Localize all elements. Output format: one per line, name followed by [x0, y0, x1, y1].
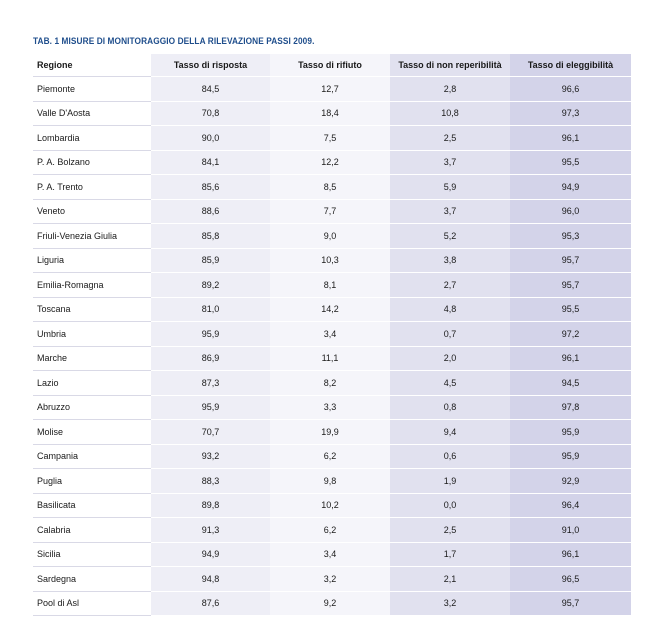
- cell-tasso-rifiuto: 7,7: [270, 199, 390, 224]
- cell-tasso-risposta: 84,5: [151, 77, 270, 102]
- cell-regione: Sicilia: [33, 542, 151, 567]
- cell-tasso-risposta: 85,9: [151, 248, 270, 273]
- table-row: [33, 101, 631, 126]
- cell-tasso-risposta: 94,9: [151, 542, 270, 567]
- cell-tasso-risposta: 93,2: [151, 444, 270, 469]
- cell-tasso-non-reperibilita: 4,8: [390, 297, 510, 322]
- cell-tasso-eleggibilita: 96,0: [510, 199, 631, 224]
- cell-tasso-eleggibilita: 95,5: [510, 297, 631, 322]
- monitoring-table: [33, 54, 631, 616]
- table-row: [33, 469, 631, 494]
- table-row: [33, 420, 631, 445]
- table-container: [33, 36, 631, 616]
- table-row: [33, 567, 631, 592]
- cell-tasso-non-reperibilita: 0,0: [390, 493, 510, 518]
- cell-tasso-risposta: 91,3: [151, 518, 270, 543]
- cell-tasso-non-reperibilita: 2,0: [390, 346, 510, 371]
- cell-regione: Friuli-Venezia Giulia: [33, 224, 151, 249]
- table-row: [33, 175, 631, 200]
- cell-regione: Toscana: [33, 297, 151, 322]
- cell-regione: Lazio: [33, 371, 151, 396]
- cell-tasso-rifiuto: 3,4: [270, 322, 390, 347]
- cell-tasso-non-reperibilita: 1,9: [390, 469, 510, 494]
- table-row: [33, 224, 631, 249]
- cell-tasso-rifiuto: 8,2: [270, 371, 390, 396]
- table-row: [33, 395, 631, 420]
- cell-tasso-non-reperibilita: 3,7: [390, 199, 510, 224]
- cell-regione: Emilia-Romagna: [33, 273, 151, 298]
- cell-tasso-eleggibilita: 95,7: [510, 591, 631, 616]
- cell-regione: Molise: [33, 420, 151, 445]
- cell-tasso-eleggibilita: 92,9: [510, 469, 631, 494]
- cell-tasso-eleggibilita: 96,1: [510, 126, 631, 151]
- cell-tasso-eleggibilita: 96,1: [510, 346, 631, 371]
- cell-tasso-eleggibilita: 96,5: [510, 567, 631, 592]
- header-tasso-non-reperibilita: Tasso di non reperibilità: [390, 54, 510, 77]
- cell-tasso-eleggibilita: 95,9: [510, 444, 631, 469]
- cell-regione: Umbria: [33, 322, 151, 347]
- cell-tasso-eleggibilita: 95,3: [510, 224, 631, 249]
- cell-regione: Basilicata: [33, 493, 151, 518]
- header-tasso-risposta: Tasso di risposta: [151, 54, 270, 77]
- cell-regione: Calabria: [33, 518, 151, 543]
- cell-tasso-rifiuto: 12,7: [270, 77, 390, 102]
- cell-tasso-eleggibilita: 96,6: [510, 77, 631, 102]
- cell-tasso-eleggibilita: 94,9: [510, 175, 631, 200]
- cell-tasso-non-reperibilita: 0,8: [390, 395, 510, 420]
- cell-tasso-rifiuto: 7,5: [270, 126, 390, 151]
- cell-tasso-risposta: 88,3: [151, 469, 270, 494]
- cell-tasso-rifiuto: 8,1: [270, 273, 390, 298]
- table-row: [33, 542, 631, 567]
- cell-tasso-non-reperibilita: 1,7: [390, 542, 510, 567]
- cell-tasso-rifiuto: 6,2: [270, 444, 390, 469]
- cell-regione: Piemonte: [33, 77, 151, 102]
- cell-tasso-non-reperibilita: 3,8: [390, 248, 510, 273]
- cell-tasso-eleggibilita: 95,5: [510, 150, 631, 175]
- cell-tasso-risposta: 85,8: [151, 224, 270, 249]
- cell-tasso-non-reperibilita: 2,7: [390, 273, 510, 298]
- table-row: [33, 77, 631, 102]
- cell-tasso-non-reperibilita: 9,4: [390, 420, 510, 445]
- header-tasso-rifiuto: Tasso di rifiuto: [270, 54, 390, 77]
- cell-tasso-risposta: 70,8: [151, 101, 270, 126]
- cell-tasso-risposta: 81,0: [151, 297, 270, 322]
- cell-tasso-non-reperibilita: 5,9: [390, 175, 510, 200]
- cell-tasso-non-reperibilita: 2,1: [390, 567, 510, 592]
- cell-regione: Puglia: [33, 469, 151, 494]
- cell-tasso-risposta: 87,6: [151, 591, 270, 616]
- cell-regione: Campania: [33, 444, 151, 469]
- cell-tasso-risposta: 89,2: [151, 273, 270, 298]
- cell-tasso-rifiuto: 11,1: [270, 346, 390, 371]
- cell-tasso-rifiuto: 6,2: [270, 518, 390, 543]
- cell-tasso-rifiuto: 14,2: [270, 297, 390, 322]
- cell-tasso-eleggibilita: 96,1: [510, 542, 631, 567]
- table-row: [33, 150, 631, 175]
- cell-tasso-non-reperibilita: 2,5: [390, 518, 510, 543]
- cell-tasso-non-reperibilita: 0,7: [390, 322, 510, 347]
- table-row: [33, 248, 631, 273]
- cell-tasso-risposta: 94,8: [151, 567, 270, 592]
- cell-tasso-rifiuto: 3,4: [270, 542, 390, 567]
- cell-tasso-risposta: 90,0: [151, 126, 270, 151]
- cell-regione: Sardegna: [33, 567, 151, 592]
- table-row: [33, 493, 631, 518]
- cell-tasso-rifiuto: 12,2: [270, 150, 390, 175]
- table-row: [33, 444, 631, 469]
- table-row: [33, 591, 631, 616]
- cell-regione: Pool di Asl: [33, 591, 151, 616]
- cell-regione: P. A. Trento: [33, 175, 151, 200]
- cell-tasso-eleggibilita: 95,9: [510, 420, 631, 445]
- cell-tasso-rifiuto: 10,3: [270, 248, 390, 273]
- table-row: [33, 518, 631, 543]
- header-regione: Regione: [33, 54, 151, 77]
- table-row: [33, 297, 631, 322]
- cell-regione: Abruzzo: [33, 395, 151, 420]
- cell-tasso-rifiuto: 9,0: [270, 224, 390, 249]
- cell-tasso-eleggibilita: 96,4: [510, 493, 631, 518]
- cell-regione: P. A. Bolzano: [33, 150, 151, 175]
- cell-tasso-risposta: 95,9: [151, 395, 270, 420]
- table-row: [33, 273, 631, 298]
- cell-tasso-risposta: 86,9: [151, 346, 270, 371]
- cell-tasso-eleggibilita: 94,5: [510, 371, 631, 396]
- cell-tasso-non-reperibilita: 3,2: [390, 591, 510, 616]
- cell-tasso-eleggibilita: 97,3: [510, 101, 631, 126]
- cell-tasso-eleggibilita: 95,7: [510, 273, 631, 298]
- cell-regione: Lombardia: [33, 126, 151, 151]
- cell-tasso-non-reperibilita: 4,5: [390, 371, 510, 396]
- header-row: [33, 54, 631, 77]
- table-row: [33, 126, 631, 151]
- cell-tasso-rifiuto: 3,3: [270, 395, 390, 420]
- cell-tasso-rifiuto: 9,8: [270, 469, 390, 494]
- table-row: [33, 199, 631, 224]
- cell-regione: Marche: [33, 346, 151, 371]
- table-title: TAB. 1 MISURE DI MONITORAGGIO DELLA RILEVAZIONE PASSI 2009.: [33, 36, 315, 46]
- cell-tasso-risposta: 84,1: [151, 150, 270, 175]
- cell-tasso-rifiuto: 10,2: [270, 493, 390, 518]
- cell-tasso-risposta: 70,7: [151, 420, 270, 445]
- cell-tasso-non-reperibilita: 10,8: [390, 101, 510, 126]
- table-row: [33, 346, 631, 371]
- cell-tasso-non-reperibilita: 5,2: [390, 224, 510, 249]
- cell-tasso-rifiuto: 19,9: [270, 420, 390, 445]
- cell-tasso-rifiuto: 8,5: [270, 175, 390, 200]
- cell-tasso-rifiuto: 9,2: [270, 591, 390, 616]
- cell-regione: Liguria: [33, 248, 151, 273]
- cell-tasso-non-reperibilita: 2,5: [390, 126, 510, 151]
- table-body: [33, 77, 631, 616]
- table-row: [33, 322, 631, 347]
- cell-tasso-eleggibilita: 91,0: [510, 518, 631, 543]
- cell-tasso-risposta: 88,6: [151, 199, 270, 224]
- cell-tasso-risposta: 87,3: [151, 371, 270, 396]
- table-row: [33, 371, 631, 396]
- cell-tasso-non-reperibilita: 3,7: [390, 150, 510, 175]
- cell-tasso-risposta: 85,6: [151, 175, 270, 200]
- cell-regione: Veneto: [33, 199, 151, 224]
- cell-tasso-rifiuto: 18,4: [270, 101, 390, 126]
- cell-tasso-eleggibilita: 97,2: [510, 322, 631, 347]
- cell-tasso-risposta: 95,9: [151, 322, 270, 347]
- cell-tasso-risposta: 89,8: [151, 493, 270, 518]
- cell-regione: Valle D'Aosta: [33, 101, 151, 126]
- cell-tasso-eleggibilita: 97,8: [510, 395, 631, 420]
- cell-tasso-rifiuto: 3,2: [270, 567, 390, 592]
- cell-tasso-non-reperibilita: 2,8: [390, 77, 510, 102]
- cell-tasso-non-reperibilita: 0,6: [390, 444, 510, 469]
- cell-tasso-eleggibilita: 95,7: [510, 248, 631, 273]
- header-tasso-eleggibilita: Tasso di eleggibilità: [510, 54, 631, 77]
